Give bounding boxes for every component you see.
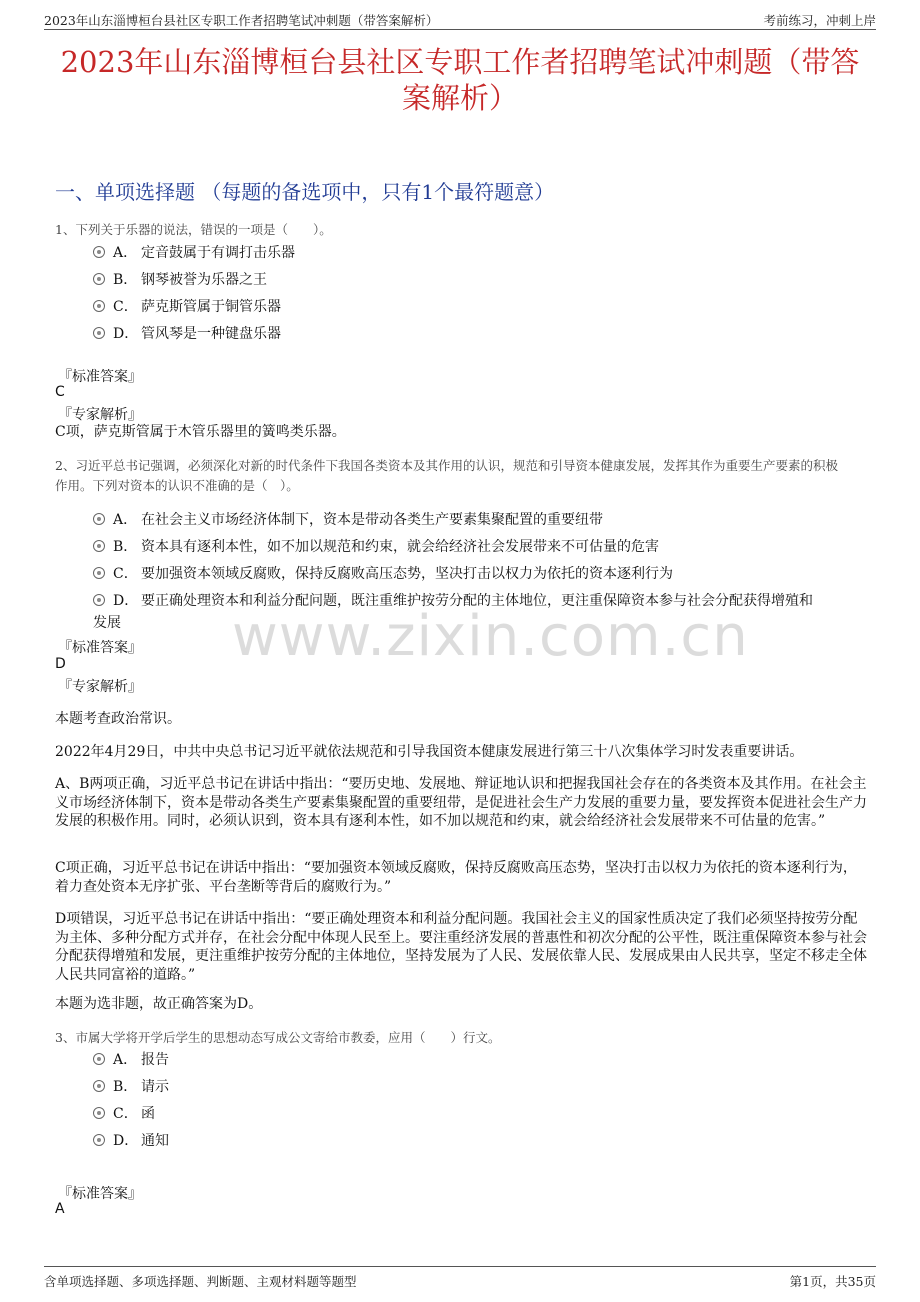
q2-analysis-label: 『专家解析』 [58,679,142,695]
q1-answer: C [55,384,65,400]
q1-analysis-label: 『专家解析』 [58,407,142,423]
q2-option-d-continued: 发展 [93,615,121,631]
q1-option-c[interactable]: C． 萨克斯管属于铜管乐器 [93,296,281,318]
q2-answer: D [55,656,66,672]
page-title [40,44,880,116]
title-line-1: 2023年山东淄博桓台县社区专职工作者招聘笔试冲刺题（带答 [60,45,860,79]
q3-answer: A [55,1201,65,1217]
radio-icon[interactable] [93,273,105,285]
q3-option-d[interactable]: D． 通知 [93,1130,169,1152]
radio-icon[interactable] [93,513,105,525]
title-line-2: 案解析） [401,81,518,115]
question-2-stem: 2、习近平总书记强调，必须深化对新的时代条件下我国各类资本及其作用的认识，规范和引导资本健康发展，发挥其作为重要生产要素的积极 作用。下列对资本的认识不准确的是（ ）。 [55,458,838,493]
q2-analysis-para-2: 2022年4月29日，中共中央总书记习近平就依法规范和引导我国资本健康发展进行第三十八次集体学习时发表重要讲话。 [55,744,804,760]
q2-analysis-para-3: A、B两项正确，习近平总书记在讲话中指出：“要历史地、发展地、辩证地认识和把握我国社会存在的各类资本及其作用。在社会主义市场经济体制下，资本是带动各类生产要素集聚配置的重要纽带，是促进社会生产力发展的重要力量，要发挥资本促进社会生产力发展的积极作用。同时，必须认识到，资本具有逐利本性，如不加以规范和约束，就会给经济社会发展带来不可估量的危害。” [55,776,867,829]
q3-answer-label: 『标准答案』 [58,1186,142,1202]
radio-icon[interactable] [93,1134,105,1146]
q1-option-d[interactable]: D． 管风琴是一种键盘乐器 [93,323,281,345]
header-slogan: 考前练习，冲刺上岸 [763,13,876,28]
q2-analysis-para-4: C项正确，习近平总书记在讲话中指出：“要加强资本领域反腐败，保持反腐败高压态势，坚决打击以权力为依托的资本逐利行为，着力查处资本无序扩张、平台垄断等背后的腐败行为。” [55,860,857,895]
q2-option-b[interactable]: B． 资本具有逐利本性，如不加以规范和约束，就会给经济社会发展带来不可估量的危害 [93,536,659,558]
footer-page-number: 第1页，共35页 [789,1274,876,1289]
q1-option-b[interactable]: B． 钢琴被誉为乐器之王 [93,269,267,291]
watermark: www.zixin.com.cn [232,604,749,669]
q2-analysis-para-1: 本题考查政治常识。 [55,711,181,727]
question-3-stem: 3、市属大学将开学后学生的思想动态写成公文寄给市教委，应用（ ）行文。 [55,1030,501,1045]
q2-option-a[interactable]: A． 在社会主义市场经济体制下，资本是带动各类生产要素集聚配置的重要纽带 [93,509,603,531]
radio-icon[interactable] [93,1053,105,1065]
q3-option-c[interactable]: C． 函 [93,1103,155,1125]
radio-icon[interactable] [93,1107,105,1119]
header-doc-title: 2023年山东淄博桓台县社区专职工作者招聘笔试冲刺题（带答案解析） [44,13,439,28]
q2-option-d[interactable]: D． 要正确处理资本和利益分配问题，既注重维护按劳分配的主体地位，更注重保障资本参与社会分配获得增殖和 [93,590,813,612]
q1-option-a[interactable]: A． 定音鼓属于有调打击乐器 [93,242,295,264]
section-title: 一、单项选择题 （每题的备选项中，只有1个最符题意） [55,180,555,204]
radio-icon[interactable] [93,540,105,552]
q2-option-c[interactable]: C． 要加强资本领域反腐败，保持反腐败高压态势，坚决打击以权力为依托的资本逐利行为 [93,563,673,585]
header-divider [44,29,876,30]
footer-question-types: 含单项选择题、多项选择题、判断题、主观材料题等题型 [44,1274,357,1289]
radio-icon[interactable] [93,594,105,606]
q3-option-b[interactable]: B． 请示 [93,1076,169,1098]
radio-icon[interactable] [93,567,105,579]
q2-analysis-para-6: 本题为选非题，故正确答案为D。 [55,996,263,1012]
q2-analysis-para-5: D项错误，习近平总书记在讲话中指出：“要正确处理资本和利益分配问题。我国社会主义的国家性质决定了我们必须坚持按劳分配为主体、多种分配方式并存，在社会分配中体现人民至上。要注重经济发展的普惠性和初次分配的公平性，既注重保障资本参与社会分配获得增殖和发展，更注重维护按劳分配的主体地位，坚持发展为了人民、发展依靠人民、发展成果由人民共享，坚定不移走全体人民共同富裕的道路。” [55,911,867,983]
radio-icon[interactable] [93,327,105,339]
footer-divider [44,1266,876,1267]
radio-icon[interactable] [93,246,105,258]
radio-icon[interactable] [93,300,105,312]
q1-answer-label: 『标准答案』 [58,369,142,385]
radio-icon[interactable] [93,1080,105,1092]
q3-option-a[interactable]: A． 报告 [93,1049,169,1071]
question-1-stem: 1、下列关于乐器的说法，错误的一项是（ ）。 [55,222,332,237]
page-header [44,8,876,30]
q1-analysis: C项，萨克斯管属于木管乐器里的簧鸣类乐器。 [55,424,346,440]
q2-answer-label: 『标准答案』 [58,640,142,656]
